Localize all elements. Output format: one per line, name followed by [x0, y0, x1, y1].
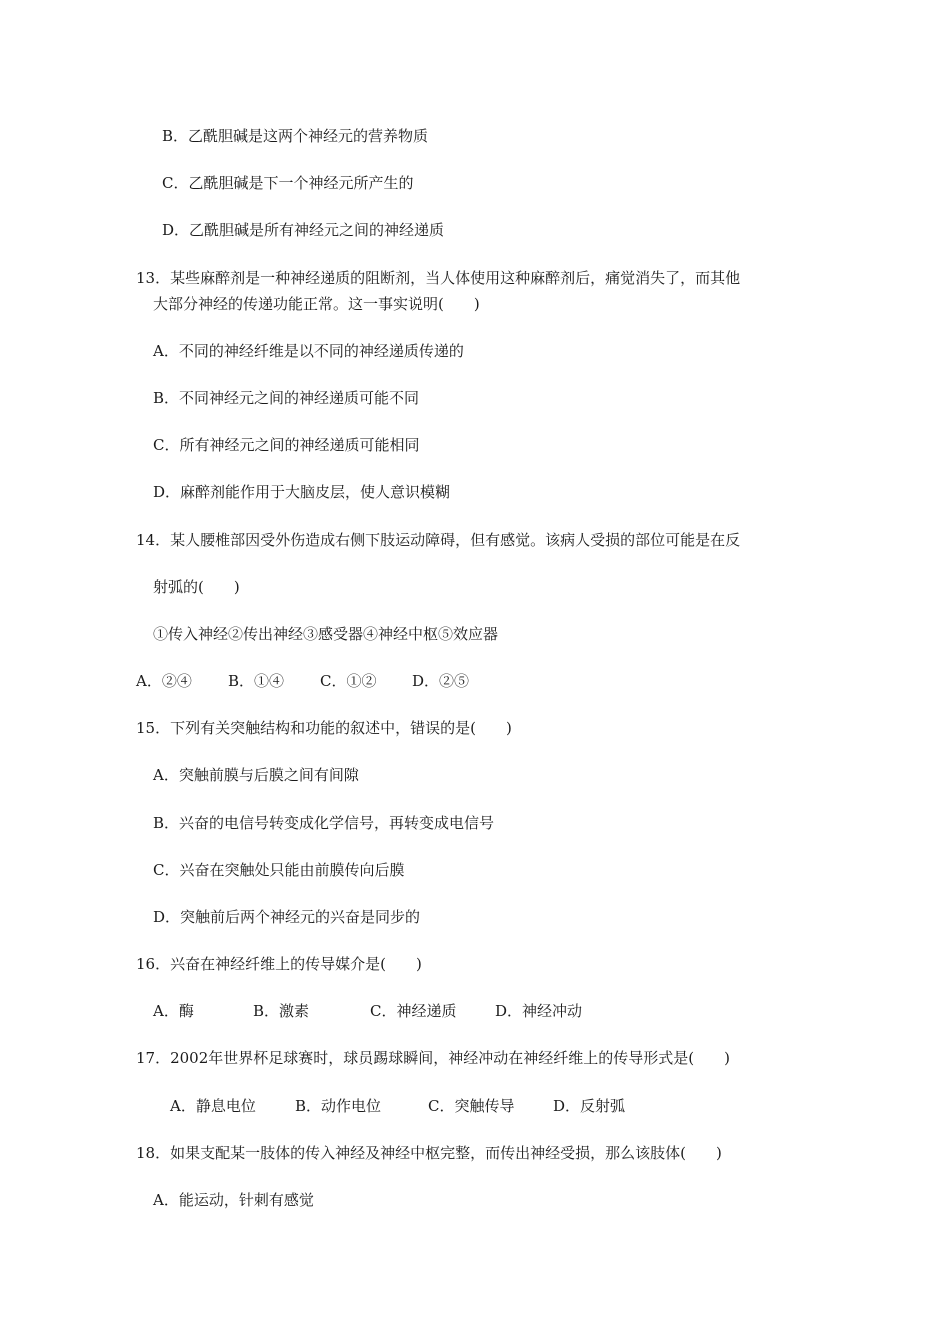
- q13-option-c: C．所有神经元之间的神经递质可能相同: [153, 436, 420, 454]
- q13-stem-line1: 13．某些麻醉剂是一种神经递质的阻断剂，当人体使用这种麻醉剂后，痛觉消失了，而其他: [136, 269, 741, 287]
- q13-option-a: A．不同的神经纤维是以不同的神经递质传递的: [153, 342, 464, 360]
- q14-items: ①传入神经②传出神经③感受器④神经中枢⑤效应器: [153, 625, 499, 643]
- q17-option-b: B．动作电位: [295, 1097, 382, 1115]
- q12-option-b: B．乙酰胆碱是这两个神经元的营养物质: [162, 127, 429, 145]
- q14-option-a: A．②④: [136, 672, 192, 690]
- q15-option-b: B．兴奋的电信号转变成化学信号，再转变成电信号: [153, 814, 495, 832]
- q16-option-c: C．神经递质: [370, 1002, 457, 1020]
- q14-stem-line2: 射弧的( ): [153, 578, 240, 596]
- q15-option-d: D．突触前后两个神经元的兴奋是同步的: [153, 908, 421, 926]
- q13-option-d: D．麻醉剂能作用于大脑皮层，使人意识模糊: [153, 483, 451, 501]
- q16-stem: 16．兴奋在神经纤维上的传导媒介是( ): [136, 955, 422, 973]
- q16-option-b: B．激素: [253, 1002, 310, 1020]
- q17-option-c: C．突触传导: [428, 1097, 515, 1115]
- q17-option-a: A．静息电位: [170, 1097, 256, 1115]
- q17-options: [170, 1096, 625, 1116]
- q15-stem: 15．下列有关突触结构和功能的叙述中，错误的是( ): [136, 719, 512, 737]
- q15-option-a: A．突触前膜与后膜之间有间隙: [153, 766, 359, 784]
- q12-option-d: D．乙酰胆碱是所有神经元之间的神经递质: [162, 221, 445, 239]
- q15-option-c: C．兴奋在突触处只能由前膜传向后膜: [153, 861, 405, 879]
- q14-stem-line1: 14．某人腰椎部因受外伤造成右侧下肢运动障碍，但有感觉。该病人受损的部位可能是在反: [136, 531, 741, 549]
- q18-stem: 18．如果支配某一肢体的传入神经及神经中枢完整，而传出神经受损，那么该肢体( ): [136, 1144, 722, 1162]
- q16-options: [153, 1001, 582, 1021]
- q18-option-a: A．能运动，针刺有感觉: [153, 1191, 314, 1209]
- q17-option-d: D．反射弧: [553, 1097, 626, 1115]
- q12-option-c: C．乙酰胆碱是下一个神经元所产生的: [162, 174, 414, 192]
- q13-stem-line2: 大部分神经的传递功能正常。这一事实说明( ): [153, 295, 480, 313]
- q16-option-a: A．酶: [153, 1002, 194, 1020]
- q14-option-c: C．①②: [320, 672, 377, 690]
- q13-option-b: B．不同神经元之间的神经递质可能不同: [153, 389, 420, 407]
- q14-options: [136, 671, 469, 691]
- q14-option-d: D．②⑤: [412, 672, 470, 690]
- q16-option-d: D．神经冲动: [495, 1002, 583, 1020]
- q17-stem: 17．2002年世界杯足球赛时，球员踢球瞬间，神经冲动在神经纤维上的传导形式是( ): [136, 1049, 730, 1067]
- q14-option-b: B．①④: [228, 672, 285, 690]
